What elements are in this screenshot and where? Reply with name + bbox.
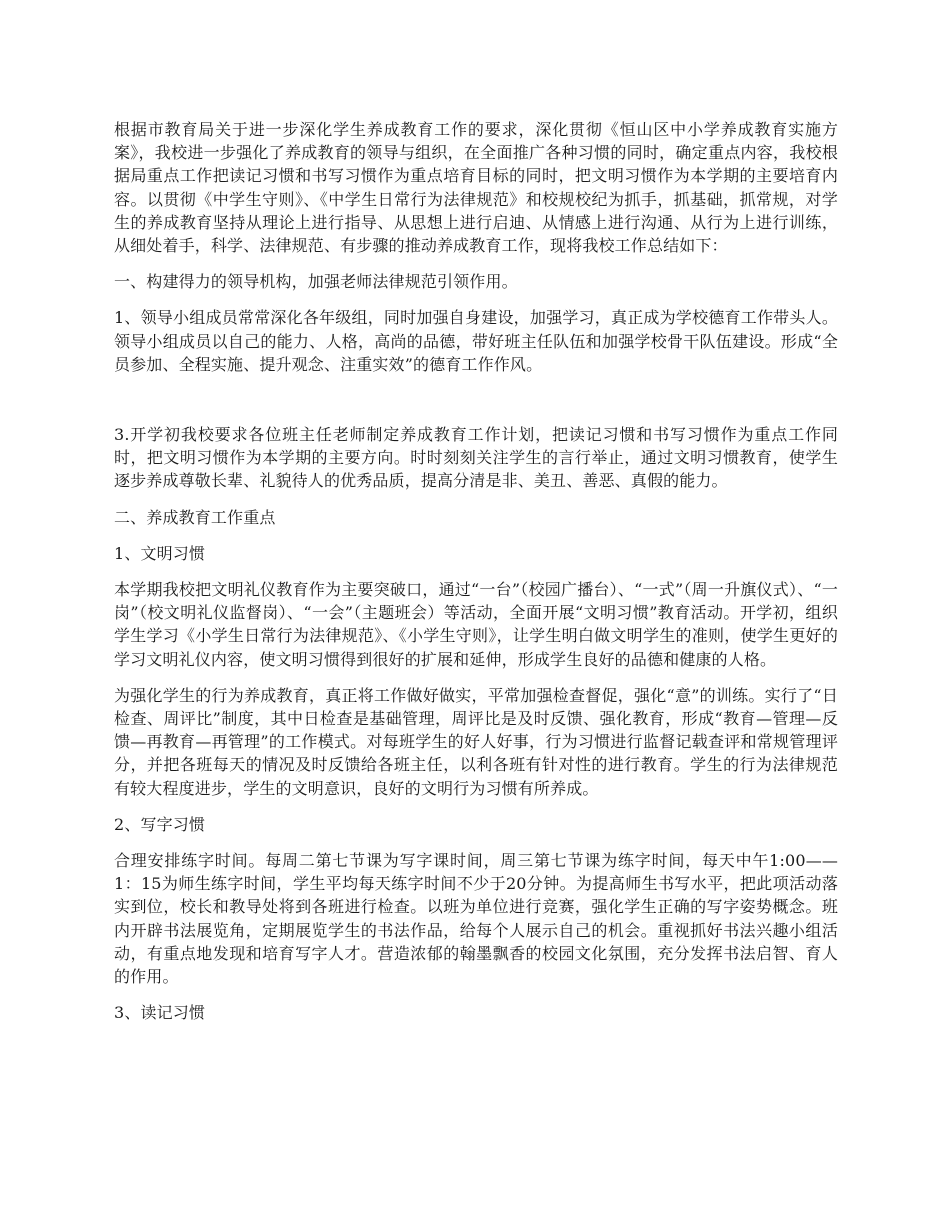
paragraph-civility-1: 本学期我校把文明礼仪教育作为主要突破口，通过“一台”（校园广播台）、“一式”（周一升旗仪式）、“一岗”（校文明礼仪监督岗）、“一会”（主题班会）等活动，全面开展“文明习惯”教育活动。开学初，组织学生学习《小学生日常行为法律规范》、《小学生守则》，让学生明白做文明学生的准则，使学生更好的学习文明礼仪内容，使文明习惯得到很好的扩展和延伸，形成学生良好的品德和健康的人格。 (114, 580, 838, 669)
section-heading-leadership: 一、构建得力的领导机构，加强老师法律规范引领作用。 (114, 272, 518, 292)
section-heading-focus: 二、养成教育工作重点 (114, 507, 276, 527)
paragraph-leadership-3: 3.开学初我校要求各位班主任老师制定养成教育工作计划，把读记习惯和书写习惯作为重点工作同时，把文明习惯作为本学期的主要方向。时时刻刻关注学生的言行举止，通过文明习惯教育，使学生逐步养成尊敬长辈、礼貌待人的优秀品质，提高分清是非、美丑、善恶、真假的能力。 (114, 425, 838, 491)
subheading-writing: 2、写字习惯 (114, 814, 206, 834)
intro-paragraph: 根据市教育局关于进一步深化学生养成教育工作的要求，深化贯彻《恒山区中小学养成教育实施方案》，我校进一步强化了养成教育的领导与组织，在全面推广各种习惯的同时，确定重点内容，我校根据局重点工作把读记习惯和书写习惯作为重点培育目标的同时，把文明习惯作为本学期的主要培育内容。以贯彻《中学生守则》、《中学生日常行为法律规范》和校规校纪为抓手，抓基础，抓常规，对学生的养成教育坚持从理论上进行指导、从思想上进行启迪、从情感上进行沟通、从行为上进行训练，从细处着手，科学、法律规范、有步骤的推动养成教育工作，现将我校工作总结如下： (114, 120, 838, 256)
paragraph-leadership-1: 1、领导小组成员常常深化各年级组，同时加强自身建设，加强学习，真正成为学校德育工作带头人。领导小组成员以自己的能力、人格，高尚的品德，带好班主任队伍和加强学校骨干队伍建设。形成“全员参加、全程实施、提升观念、注重实效”的德育工作作风。 (114, 308, 838, 374)
paragraph-writing: 合理安排练字时间。每周二第七节课为写字课时间，周三第七节课为练字时间，每天中午1:00——1：15为师生练字时间，学生平均每天练字时间不少于20分钟。为提高师生书写水平，把此项活动落实到位，校长和教导处将到各班进行检查。以班为单位进行竞赛，强化学生正确的写字姿势概念。班内开辟书法展览角，定期展览学生的书法作品，给每个人展示自己的机会。重视抓好书法兴趣小组活动，有重点地发现和培育写字人才。营造浓郁的翰墨飘香的校园文化氛围，充分发挥书法启智、育人的作用。 (114, 851, 838, 987)
blank-gap (114, 389, 838, 423)
document-page (114, 118, 838, 1038)
subheading-civility: 1、文明习惯 (114, 543, 206, 563)
subheading-reading: 3、读记习惯 (114, 1003, 206, 1023)
paragraph-civility-2: 为强化学生的行为养成教育，真正将工作做好做实，平常加强检查督促，强化“意”的训练。实行了“日检查、周评比”制度，其中日检查是基础管理，周评比是及时反馈、强化教育，形成“教育—管理—反馈—再教育—再管理”的工作模式。对每班学生的好人好事，行为习惯进行监督记载查评和常规管理评分，并把各班每天的情况及时反馈给各班主任，以利各班有针对性的进行教育。学生的行为法律规范有较大程度进步，学生的文明意识，良好的文明行为习惯有所养成。 (114, 685, 838, 798)
